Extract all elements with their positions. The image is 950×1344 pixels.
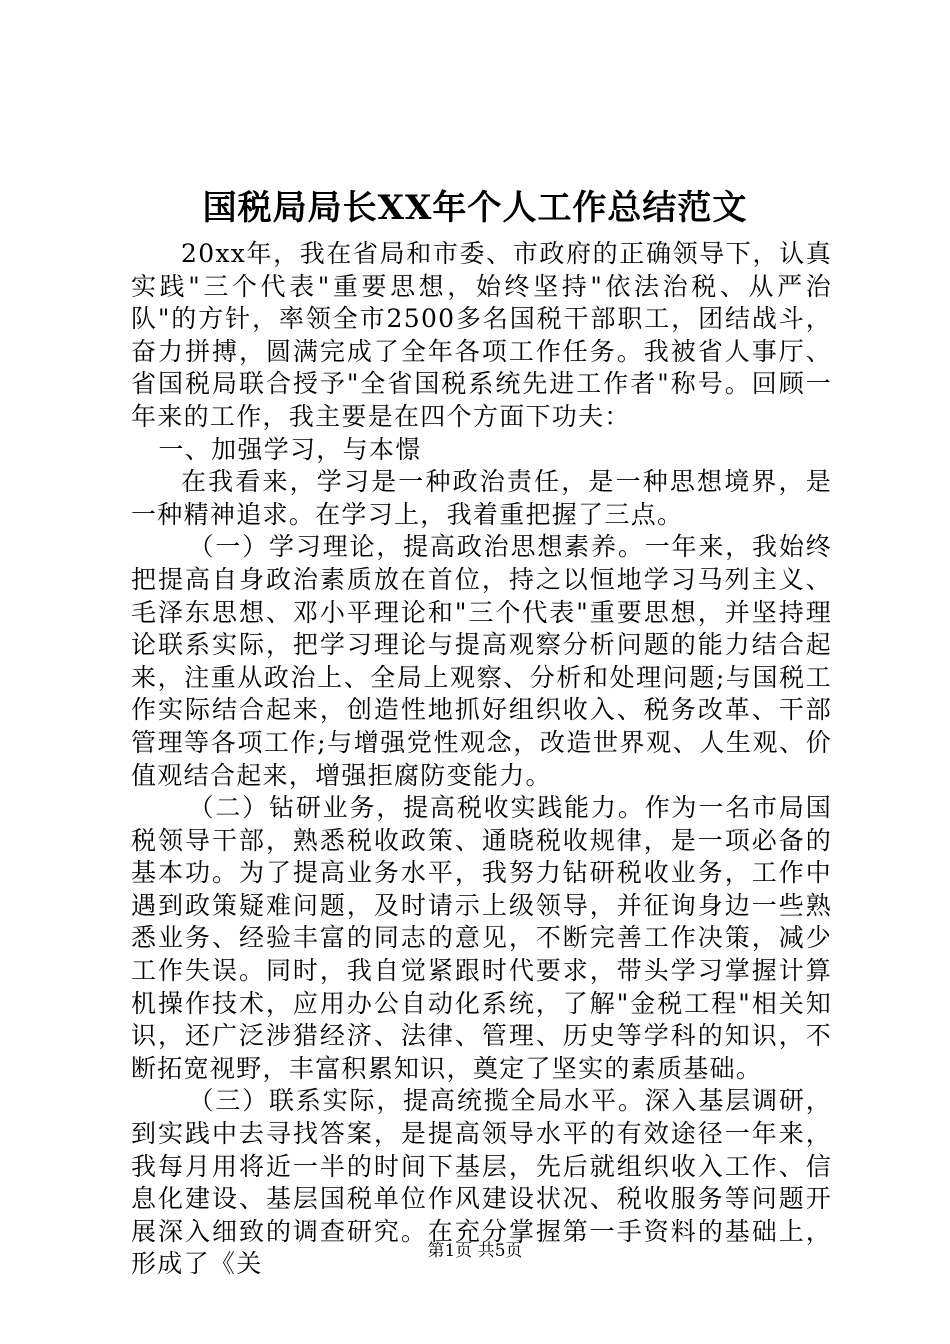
intro-paragraph: 20xx年，我在省局和市委、市政府的正确领导下，认真实践"三个代表"重要思想，始终坚持"依法治税、从严治队"的方针，率领全市2500多名国税干部职工，团结战斗，奋力拼搏，圆满完成了全年各项工作任务。我被省人事厅、省国税局联合授予"全省国税系统先进工作者"称号。回顾一年来的工作，我主要是在四个方面下功夫：: [131, 239, 832, 431]
subsection-paragraph-1: （一）学习理论，提高政治思想素养。一年来，我始终把提高自身政治素质放在首位，持之以恒地学习马列主义、毛泽东思想、邓小平理论和"三个代表"重要思想，并坚持理论联系实际，把学习理论与提高观察分析问题的能力结合起来，注重从政治上、全局上观察、分析和处理问题;与国税工作实际结合起来，创造性地抓好组织收入、税务改革、干部管理等各项工作;与增强党性观念，改造世界观、人生观、价值观结合起来，增强拒腐防变能力。: [131, 532, 832, 790]
subsection-paragraph-2: （二）钻研业务，提高税收实践能力。作为一名市局国税领导干部，熟悉税收政策、通晓税收规律，是一项必备的基本功。为了提高业务水平，我努力钻研税收业务，工作中遇到政策疑难问题，及时请示上级领导，并征询身边一些熟悉业务、经验丰富的同志的意见，不断完善工作决策，减少工作失误。同时，我自觉紧跟时代要求，带头学习掌握计算机操作技术，应用办公自动化系统，了解"金税工程"相关知识，还广泛涉猎经济、法律、管理、历史等学科的知识，不断拓宽视野，丰富积累知识，奠定了坚实的素质基础。: [131, 793, 832, 1083]
document-body: [131, 238, 832, 1281]
page-number-footer: 第1页 共5页: [427, 1241, 523, 1261]
subsection-paragraph-3: （三）联系实际，提高统揽全局水平。深入基层调研，到实践中去寻找答案，是提高领导水平的有效途径一年来，我每月用将近一半的时间下基层，先后就组织收入工作、信息化建设、基层国税单位作风建设状况、税收服务等问题开展深入细致的调查研究。在充分掌握第一手资料的基础上，形成了《关: [131, 1086, 832, 1279]
body-paragraph: 在我看来，学习是一种政治责任，是一种思想境界，是一种精神追求。在学习上，我着重把握了三点。: [131, 467, 832, 529]
section-heading: 一、加强学习，与本憬: [158, 434, 422, 464]
document-title: 国税局局长XX年个人工作总结范文: [202, 188, 748, 228]
